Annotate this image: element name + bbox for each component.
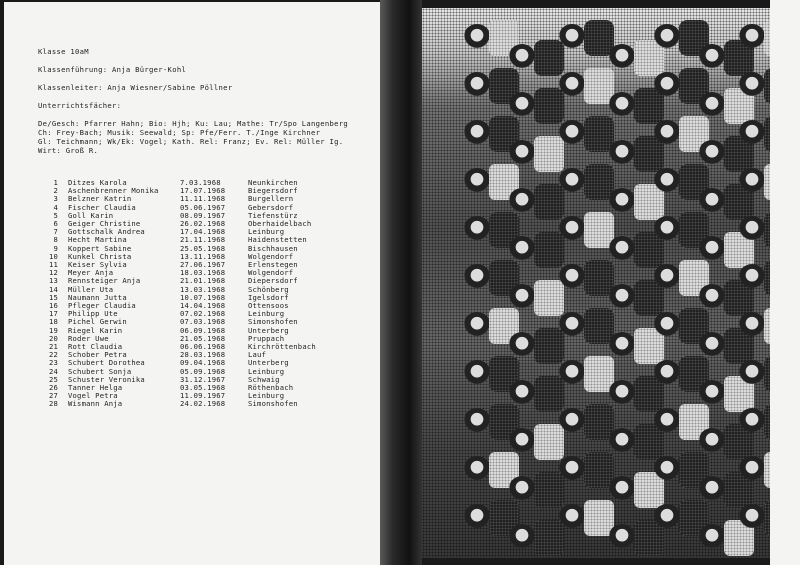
student-town: Gebersdorf [248,202,294,212]
subject-line: Gl: Teichmann; Wk/Ek: Vogel; Kath. Rel: Franz; Ev. Rel: Müller Ig. [38,137,344,146]
person-figure [698,92,726,120]
person-figure [608,140,636,168]
student-name: Belzner Katrin [68,194,132,204]
student-number: 11 [48,260,58,269]
student-town: Leinburg [248,227,285,237]
student-birthdate: 24.02.1968 [180,399,226,409]
student-birthdate: 05.09.1968 [180,366,226,376]
student-number: 8 [53,235,58,245]
class-teacher-line: Klassenleiter: Anja Wiesner/Sabine Pöllner [38,83,233,92]
student-birthdate: 03.05.1968 [180,383,226,392]
person-figure [698,188,726,216]
student-birthdate: 31.12.1967 [180,374,226,384]
student-name: Vogel Petra [68,391,118,401]
person-figure [508,524,536,552]
student-name: Riegel Karin [68,325,123,335]
person-figure [463,408,491,436]
right-page-photo [422,8,770,558]
student-number: 6 [53,219,58,228]
student-birthdate: 11.09.1967 [180,391,226,401]
person-figure [608,44,636,72]
class-label: Klasse 10aM [38,47,89,56]
student-row [4,358,380,366]
student-number: 17 [48,309,58,319]
person-figure [738,72,766,100]
student-row [4,235,380,243]
student-row [4,326,380,334]
student-birthdate: 21.05.1968 [180,333,226,343]
student-birthdate: 14.04.1968 [180,301,226,310]
student-birthdate: 07.02.1968 [180,309,226,319]
student-town: Ottensoos [248,301,289,310]
student-row [4,334,380,342]
student-row [4,186,380,194]
person-figure [508,476,536,504]
student-row [4,211,380,219]
student-row [4,227,380,235]
student-birthdate: 18.03.1968 [180,268,226,278]
student-number: 12 [48,268,58,278]
student-row [4,301,380,309]
person-figure [738,24,766,52]
person-figure [738,408,766,436]
person-figure [558,120,586,148]
student-row [4,342,380,350]
student-town: Leinburg [248,391,285,401]
student-birthdate: 25.05.1968 [180,243,226,253]
person-figure [463,120,491,148]
student-name: Müller Uta [68,284,114,294]
person-figure [508,188,536,216]
student-row [4,268,380,276]
student-name: Hecht Martina [68,235,127,245]
student-name: Goll Karin [68,210,114,220]
student-name: Roder Uwe [68,333,109,343]
person-figure [738,264,766,292]
person-figure [653,408,681,436]
student-birthdate: 07.03.1968 [180,317,226,327]
person-figure [738,504,766,532]
person-figure [463,264,491,292]
subject-line: De/Gesch: Pfarrer Hahn; Bio: Hjh; Ku: Lau; Mathe: Tr/Spo Langenberg [38,119,349,128]
student-town: Tiefenstürz [248,210,298,220]
student-number: 28 [48,399,58,409]
student-number: 5 [53,210,58,220]
person-figure [608,332,636,360]
student-town: Schwaig [248,374,280,384]
person-figure [558,264,586,292]
student-row [4,375,380,383]
person-figure [738,312,766,340]
student-name: Pfleger Claudia [68,301,136,310]
student-row [4,309,380,317]
student-number: 24 [48,366,58,376]
person-figure [653,168,681,196]
person-figure [653,120,681,148]
person-figure [653,360,681,388]
student-number: 26 [48,383,58,392]
student-town: Schönberg [248,284,289,294]
person-figure [608,476,636,504]
student-row [4,399,380,407]
person-figure [738,360,766,388]
student-town: Wolgendorf [248,251,294,261]
student-town: Unterberg [248,358,289,368]
student-birthdate: 08.09.1967 [180,210,226,220]
person-figure [558,504,586,532]
person-figure [698,284,726,312]
student-name: Tanner Helga [68,383,123,392]
student-birthdate: 27.06.1967 [180,260,226,269]
student-number: 15 [48,292,58,302]
person-figure [698,476,726,504]
student-name: Fischer Claudia [68,202,136,212]
person-figure [463,360,491,388]
student-number: 3 [53,194,58,204]
student-town: Igelsdorf [248,292,289,302]
student-birthdate: 17.07.1968 [180,186,226,196]
person-figure [463,504,491,532]
student-birthdate: 7.03.1968 [180,178,221,187]
student-row [4,317,380,325]
book-gutter [380,0,422,565]
person-figure [738,120,766,148]
student-town: Haidenstetten [248,235,307,245]
student-name: Wismann Anja [68,399,123,409]
student-name: Naumann Jutta [68,292,127,302]
person-figure [558,312,586,340]
subject-line: Ch: Frey-Bach; Musik: Seewald; Sp: Pfe/Ferr. T./Inge Kirchner [38,128,321,137]
student-row [4,383,380,391]
person-figure [698,332,726,360]
student-number: 18 [48,317,58,327]
person-figure [558,360,586,388]
student-town: Simonshofen [248,317,298,327]
student-row [4,276,380,284]
student-number: 20 [48,333,58,343]
student-number: 16 [48,301,58,310]
student-birthdate: 26.02.1968 [180,219,226,228]
class-leader-line: Klassenführung: Anja Bürger-Kohl [38,65,187,74]
student-town: Biegersdorf [248,186,298,196]
student-number: 25 [48,374,58,384]
student-name: Philipp Ute [68,309,118,319]
person-figure [608,524,636,552]
student-row [4,293,380,301]
student-row [4,203,380,211]
student-row [4,219,380,227]
person-figure [698,380,726,408]
person-figure [698,236,726,264]
student-number: 19 [48,325,58,335]
person-figure [558,456,586,484]
student-row [4,252,380,260]
person-figure [608,92,636,120]
person-figure [738,168,766,196]
person-figure [653,72,681,100]
student-town: Kirchröttenbach [248,342,316,351]
student-number: 7 [53,227,58,237]
student-town: Wolgendorf [248,268,294,278]
person-figure [608,236,636,264]
student-birthdate: 21.01.1968 [180,276,226,286]
student-name: Schubert Sonja [68,366,132,376]
person-figure [698,524,726,552]
subject-line: Wirt: Groß R. [38,146,99,155]
student-row [4,178,380,186]
student-name: Schuster Veronika [68,374,145,384]
student-number: 21 [48,342,58,351]
person-figure [558,216,586,244]
person-figure [698,428,726,456]
student-town: Diepersdorf [248,276,298,286]
student-number: 2 [53,186,58,196]
student-name: Pichel Gerwin [68,317,127,327]
person-figure [463,24,491,52]
student-name: Gottschalk Andrea [68,227,145,237]
student-number: 4 [53,202,58,212]
student-town: Pruppach [248,333,285,343]
student-number: 9 [53,243,58,253]
student-town: Oberhaidelbach [248,219,312,228]
person-figure [463,72,491,100]
student-town: Neunkirchen [248,178,298,187]
student-number: 13 [48,276,58,286]
left-page [4,2,380,565]
student-name: Kunkel Christa [68,251,132,261]
student-name: Keiser Sylvia [68,260,127,269]
person-figure [608,428,636,456]
person-figure [653,312,681,340]
person-figure [653,24,681,52]
student-town: Simonshofen [248,399,298,409]
student-number: 1 [53,178,58,187]
student-birthdate: 11.11.1968 [180,194,226,204]
student-number: 14 [48,284,58,294]
person-figure [508,236,536,264]
student-name: Rott Claudia [68,342,123,351]
person-figure [463,168,491,196]
person-figure [653,264,681,292]
student-name: Geiger Christine [68,219,141,228]
person-figure [558,24,586,52]
student-town: Leinburg [248,366,285,376]
student-name: Schubert Dorothea [68,358,145,368]
person-figure [508,332,536,360]
student-birthdate: 06.09.1968 [180,325,226,335]
person-figure [698,140,726,168]
person-figure [738,456,766,484]
person-figure [508,284,536,312]
person-figure [508,44,536,72]
student-birthdate: 17.04.1968 [180,227,226,237]
student-number: 23 [48,358,58,368]
student-number: 22 [48,350,58,360]
student-row [4,350,380,358]
person-figure [653,216,681,244]
student-row [4,391,380,399]
person-figure [653,504,681,532]
student-town: Unterberg [248,325,289,335]
student-name: Koppert Sabine [68,243,132,253]
person-figure [653,456,681,484]
student-birthdate: 13.11.1968 [180,251,226,261]
person-figure [698,44,726,72]
student-town: Röthenbach [248,383,294,392]
student-birthdate: 05.06.1967 [180,202,226,212]
person-figure [508,380,536,408]
student-name: Meyer Anja [68,268,114,278]
student-town: Burgellern [248,194,294,204]
subjects-heading: Unterrichtsfächer: [38,101,122,110]
person-figure [738,216,766,244]
person-figure [608,284,636,312]
student-birthdate: 09.04.1968 [180,358,226,368]
person-figure [463,456,491,484]
person-figure [608,380,636,408]
person-figure [508,92,536,120]
person-figure [558,72,586,100]
person-figure [508,140,536,168]
student-number: 27 [48,391,58,401]
student-name: Aschenbrenner Monika [68,186,159,196]
student-name: Rennsteiger Anja [68,276,141,286]
student-row [4,194,380,202]
person-figure [508,428,536,456]
student-name: Schober Petra [68,350,127,360]
person-figure [558,408,586,436]
student-town: Erlenstegen [248,260,298,269]
person-figure [463,216,491,244]
person-figure [558,168,586,196]
student-town: Lauf [248,350,267,360]
student-town: Bischhausen [248,243,298,253]
student-row [4,367,380,375]
student-town: Leinburg [248,309,285,319]
page-edge [770,0,800,565]
student-birthdate: 10.07.1968 [180,292,226,302]
student-row [4,260,380,268]
student-row [4,244,380,252]
student-birthdate: 28.03.1968 [180,350,226,360]
person-figure [608,188,636,216]
student-birthdate: 21.11.1968 [180,235,226,245]
person-figure [463,312,491,340]
student-row [4,285,380,293]
student-name: Ditzes Karola [68,178,127,187]
student-birthdate: 13.03.1968 [180,284,226,294]
student-birthdate: 06.06.1968 [180,342,226,351]
student-number: 10 [48,251,58,261]
